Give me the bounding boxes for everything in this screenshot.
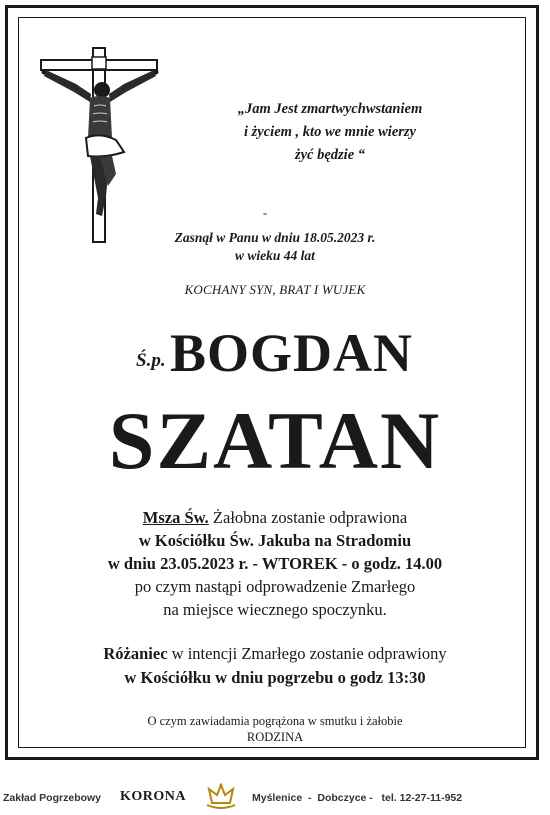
rosary-info xyxy=(0,642,550,690)
crucifix-icon xyxy=(36,46,164,244)
mass-line-1: Żałobna zostanie odprawiona xyxy=(208,508,408,527)
footer-company-type: Zakład Pogrzebowy xyxy=(3,792,102,804)
mass-label: Msza Św. xyxy=(142,508,209,527)
footer-contact: Myślenice - Dobczyce - tel. 12-27-11-952 xyxy=(252,792,463,804)
closing-line-1: O czym zawiadamia pogrążona w smutku i żałobie xyxy=(147,714,403,728)
relation-text: KOCHANY SYN, BRAT I WUJEK xyxy=(184,282,366,297)
mass-datetime: w dniu 23.05.2023 r. - WTOREK - o godz. 14.00 xyxy=(107,554,443,573)
last-name: SZATAN xyxy=(108,395,442,486)
rosary-time: w Kościółku w dniu pogrzebu o godz 13:30 xyxy=(124,668,426,687)
closing-note xyxy=(0,713,550,745)
separator-dash: - xyxy=(263,206,267,220)
name-prefix: Ś.p. xyxy=(136,350,166,371)
crown-icon xyxy=(203,783,239,809)
mass-info xyxy=(0,506,550,621)
scripture-quote xyxy=(180,98,480,167)
mass-line-5: na miejsce wiecznego spoczynku. xyxy=(163,600,387,619)
rosary-line-1: w intencji Zmarłego zostanie odprawiony xyxy=(167,644,447,663)
footer xyxy=(0,783,550,813)
footer-brand: KORONA xyxy=(120,789,186,804)
death-date: Zasnął w Panu w dniu 18.05.2023 r. xyxy=(174,230,376,245)
rosary-label: Różaniec xyxy=(103,644,168,663)
death-info xyxy=(120,229,430,265)
family-signature: RODZINA xyxy=(246,730,304,744)
mass-location: w Kościółku Św. Jakuba na Stradomiu xyxy=(138,531,412,550)
quote-line-3: żyć będzie “ xyxy=(294,147,366,163)
mass-line-4: po czym nastąpi odprowadzenie Zmarłego xyxy=(134,577,416,596)
first-name: BOGDAN xyxy=(170,323,414,383)
quote-line-2: i życiem , kto we mnie wierzy xyxy=(244,124,416,140)
age: w wieku 44 lat xyxy=(235,248,315,263)
quote-line-1: „Jam Jest zmartwychwstaniem xyxy=(237,101,423,117)
